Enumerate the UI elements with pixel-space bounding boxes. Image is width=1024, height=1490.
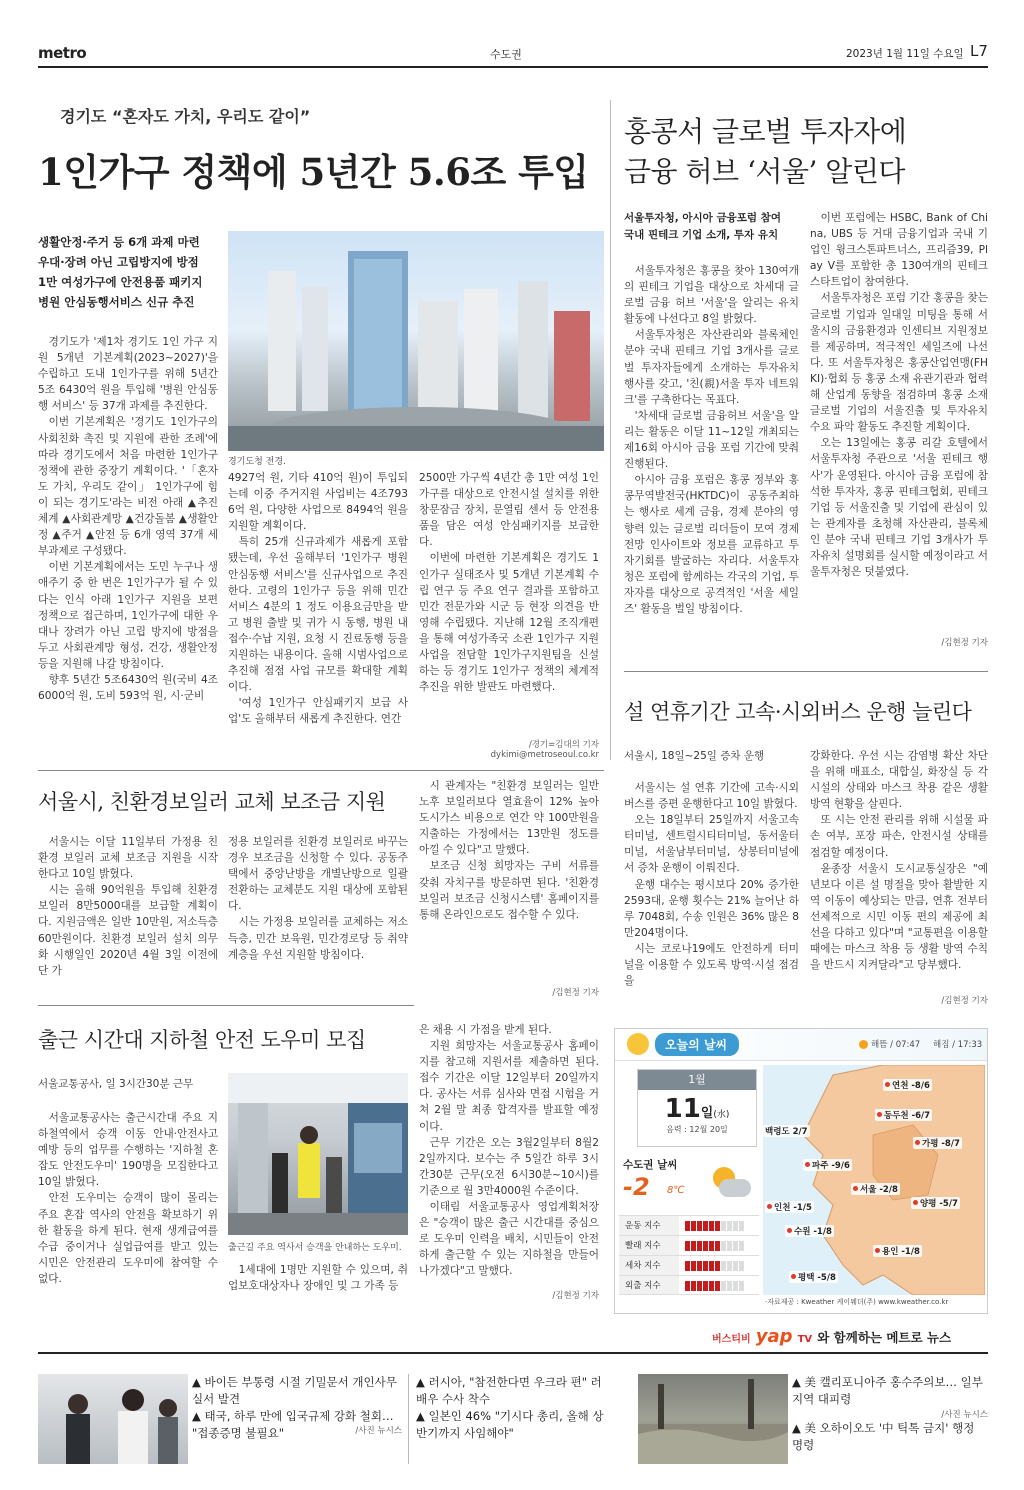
index-bar bbox=[679, 1216, 745, 1235]
news-photo-2 bbox=[638, 1374, 788, 1464]
region-label: 수도권 날씨 bbox=[623, 1159, 678, 1171]
paragraph: 이태림 서울교통공사 영업계획처장은 "승객이 많은 출근 시간대를 중심으로 도우미 인력을 배치, 시민들이 안전하게 출근할 수 있는 지하철을 만들어 나가겠다"고 말했다. bbox=[419, 1201, 599, 1278]
article-5-column-2-tail bbox=[228, 1262, 408, 1294]
index-bar-segment bbox=[739, 1281, 744, 1291]
subway-helper-photo bbox=[228, 1073, 408, 1235]
index-label: 운동 지수 bbox=[619, 1216, 679, 1235]
index-bar-segment bbox=[721, 1241, 726, 1251]
index-label: 세차 지수 bbox=[619, 1256, 679, 1275]
article-4-credit: /김현정 기자 bbox=[552, 988, 599, 998]
news-credit-1: /사진 뉴시스 bbox=[355, 1426, 402, 1436]
index-bar-segment bbox=[727, 1241, 732, 1251]
index-bar-segment bbox=[685, 1221, 690, 1231]
index-bar-segment bbox=[697, 1221, 702, 1231]
paragraph: 운행 대수는 평시보다 20% 증가한 2593대, 운행 횟수는 21% 늘어난 하루 7048회, 수송 인원은 36% 많은 8만204명이다. bbox=[624, 878, 799, 939]
temp-low: -2 bbox=[623, 1173, 650, 1201]
index-bar-segment bbox=[733, 1261, 738, 1271]
index-bar-segment bbox=[721, 1281, 726, 1291]
article-3-credit: /김현정 기자 bbox=[941, 996, 988, 1006]
section-rule bbox=[624, 671, 988, 672]
index-row bbox=[619, 1255, 759, 1275]
paragraph: 은 채용 시 가점을 받게 된다. bbox=[419, 1024, 552, 1036]
people-illustration bbox=[38, 1374, 188, 1464]
paragraph: 2500만 가구씩 4년간 총 1만 여성 1인가구를 대상으로 안전시설 설치를 위한 창문잠금 장치, 문열림 센서 등 안전용품을 담은 여성 안심패키지를 보급한다. bbox=[419, 472, 599, 549]
paragraph: 또 시는 안전 관리를 위해 시설물 파손 여부, 포장 파손, 안전시설 상태를 점검할 예정이다. bbox=[810, 814, 988, 859]
city-label: 인천 -1/5 bbox=[765, 1201, 814, 1213]
paragraph: 이번 포럼에는 HSBC, Bank of China, UBS 등 거대 금융기업과 국내 기업인 윙크스톤파트너스, 프리즘39, Play V를 포함한 총 130여개의 핀테크 스타트업이 참여한다. bbox=[810, 212, 988, 289]
map-land bbox=[763, 1065, 985, 1295]
paragraph: 이번에 마련한 기본계획은 경기도 1인가구 실태조사 및 5개년 기본계획 수립 연구 등 주요 연구 결과를 포함하고 민간 전문가와 시군 등 현장 의견을 반영해 수립됐다. 지난해 12월 조직개편을 통해 여성가족국 소관 1인가구 지원사업을 전담할 1인가구지원팀을 신설하는 등 경기도 1인가구 정책의 체계적 추진을 위한 발판도 마련했다. bbox=[419, 552, 599, 694]
index-bar-segment bbox=[727, 1281, 732, 1291]
article-1-kicker: 경기도 “혼자도 가치, 우리도 같이” bbox=[60, 107, 311, 126]
banner-title: 와 함께하는 메트로 뉴스 bbox=[817, 1330, 952, 1345]
paragraph: 지원 희망자는 서울교통공사 홈페이지를 참고해 지원서를 제출하면 된다. 접수 기간은 이달 12일부터 20일까지다. 공사는 서류 심사와 면접 시험을 거쳐 2월 말 최종 합격자를 발표할 예정이다. bbox=[419, 1040, 599, 1133]
paragraph: 시는 올해 90억원을 투입해 친환경 보일러 8만5000대를 보급할 계획이다. 지원금액은 일반 10만원, 저소득층 60만원이다. 친환경 보일러 설치 의무화 시행일인 2020년 4월 3일 이전에 단 가 bbox=[38, 884, 218, 977]
article-3-column-2 bbox=[810, 748, 988, 973]
index-bar-segment bbox=[709, 1241, 714, 1251]
city-label: 용인 -1/8 bbox=[873, 1245, 922, 1257]
section-rule bbox=[38, 1005, 414, 1006]
section-label: 수도권 bbox=[490, 48, 522, 61]
index-label: 외출 지수 bbox=[619, 1276, 679, 1294]
index-bar bbox=[679, 1236, 745, 1255]
city-label: 백령도 2/7 bbox=[765, 1127, 808, 1137]
paragraph: 서울시는 설 연휴 기간에 고속·시외버스를 증편 운행한다고 10일 밝혔다. bbox=[624, 782, 799, 811]
article-4-column-3 bbox=[419, 778, 599, 923]
subhead: 서울투자청, 아시아 금융포럼 참여 bbox=[624, 212, 781, 224]
paragraph: 오는 18일부터 25일까지 서울고속터미널, 센트럴시티터미널, 동서울터미널, 서울남부터미널, 상봉터미널에서 증차 운행이 이뤄진다. bbox=[624, 814, 799, 875]
index-bar-segment bbox=[709, 1221, 714, 1231]
date-card bbox=[637, 1069, 757, 1147]
flood-illustration bbox=[638, 1374, 788, 1464]
article-3-headline: 설 연휴기간 고속·시외버스 운행 늘린다 bbox=[624, 700, 972, 724]
article-5-credit: /김현정 기자 bbox=[552, 1291, 599, 1301]
index-bar-segment bbox=[691, 1281, 696, 1291]
news-item: ▲ 美 오하이오도 '中 틱톡 금지' 행정 명령 bbox=[792, 1421, 975, 1452]
paragraph: 경기도가 '제1차 경기도 1인 가구 지원 5개년 기본계획(2023~2027)'을 수립하고 도내 1인가구를 위해 5년간 5조 6430억 원을 투입해 '병원 안심동행 서비스' 등 37개 과제를 추진한다. bbox=[38, 336, 218, 413]
sun-icon bbox=[627, 1033, 649, 1055]
article-2-credit: /김현정 기자 bbox=[941, 638, 988, 648]
paragraph: '차세대 글로벌 금융허브 서울'을 알리는 활동은 이달 11~12일 개최되는 제16회 아시아 금융 포럼 기간에 맞춰 진행된다. bbox=[624, 409, 799, 471]
weather-indices bbox=[619, 1215, 759, 1295]
article-4-column-1 bbox=[38, 834, 218, 979]
index-bar-segment bbox=[727, 1221, 732, 1231]
city-label: 가평 -8/7 bbox=[913, 1137, 962, 1149]
paragraph: 시는 가정용 보일러를 교체하는 저소득층, 민간 보육원, 민간경로당 등 취약계층을 우선 지원할 방침이다. bbox=[228, 916, 408, 961]
small-sun-icon bbox=[859, 1040, 868, 1049]
news-column-2 bbox=[416, 1374, 612, 1442]
index-bar-segment bbox=[697, 1241, 702, 1251]
city-label: 연천 -8/6 bbox=[883, 1079, 932, 1091]
article-3-kicker: 서울시, 18일~25일 증차 운행 bbox=[624, 750, 765, 762]
index-bar-segment bbox=[709, 1261, 714, 1271]
article-5-column-1 bbox=[38, 1110, 218, 1287]
temp-high: 8℃ bbox=[667, 1185, 685, 1196]
article-1-column-3 bbox=[419, 470, 599, 695]
article-3-column-1 bbox=[624, 780, 799, 989]
subhead: 국내 핀테크 기업 소개, 투자 유치 bbox=[624, 229, 779, 241]
paragraph: 아시아 금융 포럼은 홍콩 정부와 홍콩무역발전국(HKTDC)이 공동주최하는 행사로 세계 금융, 경제 분야의 영향력 있는 글로벌 리더들이 모여 경제전망 인사이트와 정보를 교류하고 투자기회를 발굴하는 자리다. 서울투자청은 포럼에 함께하는 각국의 기업, 투자자를 대상으로 공격적인 '서울 세일즈' 활동을 벌일 방침이다. bbox=[624, 474, 799, 615]
index-bar-segment bbox=[691, 1241, 696, 1251]
article-1-column-2 bbox=[228, 470, 408, 728]
day-row bbox=[638, 1094, 756, 1124]
month-label: 1월 bbox=[638, 1070, 756, 1090]
article-1-credit: /경기=김대의 기자 dykimi@metroseoul.co.kr bbox=[490, 740, 599, 760]
weather-header bbox=[615, 1029, 987, 1061]
column-divider bbox=[408, 1374, 409, 1464]
news-credit-3: /사진 뉴시스 bbox=[941, 1410, 988, 1420]
index-bar-segment bbox=[739, 1241, 744, 1251]
paragraph: 1세대에 1명만 지원할 수 있으며, 취업보호대상자나 장애인 및 그 가족 등 bbox=[228, 1264, 408, 1293]
index-row bbox=[619, 1235, 759, 1255]
issue-date: 2023년 1월 11일 수요일 bbox=[846, 48, 964, 60]
index-bar-segment bbox=[727, 1261, 732, 1271]
index-bar-segment bbox=[685, 1261, 690, 1271]
index-bar-segment bbox=[715, 1221, 720, 1231]
news-photo-1 bbox=[38, 1374, 188, 1464]
city-label: 수원 -1/8 bbox=[785, 1225, 834, 1237]
paragraph: 이번 기본계획에서는 도민 누구나 생애주기 중 한 번은 1인가구가 될 수 있다는 인식 아래 1인가구 지원을 보편 정책으로 접근하며, 1인가구에 대한 우대나 장려가 아닌 고립 방지에 방점을 두고 사회관계망 형성, 건강, 생활안정 등을 지원해 나갈 방침이다. bbox=[38, 561, 218, 670]
index-bar-segment bbox=[703, 1241, 708, 1251]
news-column-1 bbox=[192, 1374, 402, 1442]
paragraph: 시는 코로나19에도 안전하게 터미널을 이용할 수 있도록 방역·시설 점검을 bbox=[624, 942, 799, 988]
article-2-column-1 bbox=[624, 263, 799, 617]
article-5-column-3 bbox=[419, 1022, 599, 1280]
masthead-rule bbox=[38, 66, 988, 68]
index-bar-segment bbox=[733, 1221, 738, 1231]
article-2-subheads bbox=[624, 210, 804, 244]
paragraph: 4927억 원, 기타 410억 원)이 투입되는데 이중 주거지원 사업비는 4조7936억 원, 다양한 사업으로 8494억 원을 지원할 계획이다. bbox=[228, 472, 408, 533]
article-4-headline: 서울시, 친환경보일러 교체 보조금 지원 bbox=[38, 790, 386, 814]
sunset-time: 해짐 / 17:33 bbox=[933, 1040, 983, 1050]
lunar-date: 음력 : 12월 20일 bbox=[666, 1125, 728, 1134]
paragraph: 서울시는 이달 11일부터 가정용 친환경 보일러 교체 보조금 지원을 시작한다고 10일 밝혔다. bbox=[38, 836, 218, 881]
article-2-column-2 bbox=[810, 210, 988, 580]
city-label: 서울 -2/8 bbox=[851, 1183, 900, 1195]
day-number: 11 bbox=[664, 1094, 701, 1124]
subhead: 1만 여성가구에 안전용품 패키지 bbox=[38, 275, 203, 289]
paragraph: 근무 기간은 오는 3월2일부터 8월22일까지다. 보수는 주 5일간 하루 3시간30분 근무(오전 6시30분~10시)를 기준으로 월 3만4000원 수준이다. bbox=[419, 1136, 599, 1197]
index-label: 빨래 지수 bbox=[619, 1236, 679, 1255]
article-4-column-2 bbox=[228, 834, 408, 963]
page-number: L7 bbox=[970, 42, 988, 60]
paragraph: 서울투자청은 홍콩을 찾아 130여개의 핀테크 기업을 대상으로 차세대 글로벌 금융 허브 '서울'을 알리는 유치활동에 나선다고 8일 밝혔다. bbox=[624, 265, 799, 326]
article-5-kicker: 서울교통공사, 일 3시간30분 근무 bbox=[38, 1078, 194, 1090]
building-illustration bbox=[228, 231, 604, 451]
article-1-photo-caption: 경기도청 전경. bbox=[228, 457, 286, 467]
paragraph: 이번 기본계획은 '경기도 1인가구의 사회친화 촉진 및 지원에 관한 조례'에 따라 경기도에서 처음 마련한 1인가구 정책에 관한 중장기 계획이다. '「혼자도 가치, 우리도 같이」 1인가구에 힘이 되는 경기도'라는 비전 아래 ▲추진 체계 ▲사회관계망 ▲건강돌봄 ▲생활안정 ▲주거 ▲안전 등 6개 영역 37개 세부과제로 구성됐다. bbox=[38, 416, 218, 558]
paragraph: 정용 보일러를 친환경 보일러로 바꾸는 경우 보조금을 신청할 수 있다. 공동주택에서 중앙난방을 개별난방으로 일괄 전환하는 교체분도 지원 대상에 포함된다. bbox=[228, 836, 408, 913]
weather-box bbox=[614, 1028, 988, 1314]
index-bar-segment bbox=[685, 1241, 690, 1251]
index-row bbox=[619, 1215, 759, 1235]
index-bar-segment bbox=[733, 1241, 738, 1251]
city-label: 양평 -5/7 bbox=[911, 1197, 960, 1209]
partly-cloudy-icon bbox=[709, 1167, 753, 1201]
index-bar-segment bbox=[721, 1221, 726, 1231]
day-unit: 일 bbox=[700, 1106, 714, 1121]
weather-source: ·자료제공 : Kweather 케이웨더(주) www.kweather.co.kr bbox=[765, 1298, 949, 1306]
yap-logo: yap bbox=[755, 1326, 793, 1347]
article-1-headline: 1인가구 정책에 5년간 5.6조 투입 bbox=[38, 150, 589, 194]
news-item: ▲ 태국, 하루 만에 입국규제 강화 철회… "접종증명 불필요" bbox=[192, 1409, 394, 1440]
index-bar-segment bbox=[739, 1221, 744, 1231]
article-2-headline-line-2: 금융 허브 ‘서울’ 알린다 bbox=[624, 155, 905, 188]
section-rule bbox=[38, 770, 604, 771]
paragraph: '여성 1인가구 안심패키지 보급 사업'도 올해부터 새롭게 추진한다. 연간 bbox=[228, 697, 408, 726]
article-2-headline-line-1: 홍콩서 글로벌 투자자에 bbox=[624, 115, 907, 148]
index-bar-segment bbox=[709, 1281, 714, 1291]
news-column-3 bbox=[792, 1374, 988, 1454]
paragraph: 서울교통공사는 출근시간대 주요 지하철역에서 승객 이동 안내·안전사고 예방 등의 업무를 수행하는 '지하철 혼잡도 안전도우미' 190명을 모집한다고 10일 밝혔다. bbox=[38, 1112, 218, 1189]
index-bar-segment bbox=[715, 1281, 720, 1291]
subhead: 병원 안심동행서비스 신규 추진 bbox=[38, 295, 195, 309]
news-item: ▲ 러시아, "참전한다면 우크라 편" 러 배우 수사 착수 bbox=[416, 1375, 602, 1406]
news-item: ▲ 일본인 46% "기시다 총리, 올해 상반기까지 사임해야" bbox=[416, 1409, 604, 1440]
city-label: 평택 -5/8 bbox=[789, 1271, 838, 1283]
index-row bbox=[619, 1275, 759, 1295]
column-divider bbox=[610, 100, 611, 760]
subway-illustration bbox=[228, 1073, 408, 1235]
index-bar-segment bbox=[691, 1261, 696, 1271]
weather-map bbox=[763, 1065, 985, 1295]
paragraph: 보조금 신청 희망자는 구비 서류를 갖춰 자치구를 방문하면 된다. '친환경 보일러 보조금 신청시스템' 홈페이지를 통해 온라인으로도 접수할 수 있다. bbox=[419, 860, 599, 921]
article-1-subheads bbox=[38, 232, 223, 312]
news-banner-title bbox=[712, 1326, 988, 1347]
bustv-label: 버스티비 bbox=[712, 1334, 751, 1345]
index-bar-segment bbox=[715, 1261, 720, 1271]
tv-label: TV bbox=[797, 1334, 813, 1345]
index-bar-segment bbox=[697, 1261, 702, 1271]
article-5-photo-caption: 출근길 주요 역사서 승객을 안내하는 도우미. bbox=[228, 1243, 402, 1253]
paragraph: 오는 13일에는 홍콩 리갈 호텔에서 서울투자청 주관으로 '서울 핀테크 행사'가 운영된다. 아시아 금융 포럼에 참석한 투자자, 홍콩 핀테크협회, 핀테크 기업 등 서울진출 및 기업에 관심이 있는 관계자를 초청해 자산관리, 블록체인 분야 국내 핀테크 기업 3개사가 투자유치 설명회를 실시할 예정이라고 서울투자청은 덧붙였다. bbox=[810, 437, 988, 579]
news-item: ▲ 美 캘리포니아주 홍수주의보… 일부 지역 대피령 bbox=[792, 1375, 983, 1406]
paragraph: 시 관계자는 "친환경 보일러는 일반 노후 보일러보다 열효율이 12% 높아 도시가스 비용으로 연간 약 100만원을 지출하는 가정에서는 13만원 정도를 아낄 수 있다"고 말했다. bbox=[419, 780, 599, 857]
paragraph: 서울투자청은 포럼 기간 홍콩을 찾는 글로벌 기업과 일대일 미팅을 통해 서울시의 금융환경과 인센티브 지원정보를 제공하며, 적극적인 세일즈에 나선다. 또 서울투자청은 홍콩산업연맹(FHKI)·협회 등 홍콩 소재 유관기관과 협력해 산업계 동향을 점검하며 홍콩 소재 글로벌 기업의 서울진출 및 투자유치 수요 파악 활동도 추진할 계획이다. bbox=[810, 292, 988, 434]
index-bar-segment bbox=[697, 1281, 702, 1291]
news-item: ▲ 바이든 부통령 시절 기밀문서 개인사무실서 발견 bbox=[192, 1375, 397, 1406]
paragraph: 서울투자청은 자산관리와 블록체인 분야 국내 핀테크 기업 3개사를 글로벌 투자자들에게 소개하는 투자유치 행사를 갖고, '친(親)서울 투자 네트워크'를 구축한다는 목표다. bbox=[624, 329, 799, 406]
paragraph: 윤종장 서울시 도시교통실장은 "예년보다 이른 설 명절을 맞아 활발한 지역 이동이 예상되는 만큼, 연휴 전부터 선제적으로 시민 이동 편의 제공에 최선을 다하고 있다"며 "교통편을 이용할 때에는 마스크 착용 등 생활 방역 수칙을 반드시 지켜달라"고 당부했다. bbox=[810, 862, 988, 972]
index-bar-segment bbox=[691, 1221, 696, 1231]
metro-logo: metro bbox=[38, 44, 87, 62]
paragraph: 강화한다. 우선 시는 감염병 확산 차단을 위해 매표소, 대합실, 화장실 등 각 시설의 상태와 마스크 착용 같은 생활 방역 현황을 살핀다. bbox=[810, 750, 988, 811]
index-bar-segment bbox=[721, 1261, 726, 1271]
index-bar-segment bbox=[739, 1261, 744, 1271]
paragraph: 특히 25개 신규과제가 새롭게 포함됐는데, 우선 올해부터 '1인가구 병원 안심동행 서비스'를 신규사업으로 추진한다. 고령의 1인가구 등을 위해 민간서비스 4분의 1 정도 이용요금만을 받고 병원 출발 및 귀가 시 동행, 병원 내 접수·수납 지원, 요청 시 진료동행 등을 지원하는 내용이다. 올해 시범사업으로 추진해 점점 사업 규모를 확대할 계획이다. bbox=[228, 536, 408, 694]
city-label: 동두천 -6/7 bbox=[875, 1109, 932, 1121]
news-banner-rule bbox=[38, 1352, 988, 1354]
article-1-column-1 bbox=[38, 334, 218, 704]
subhead: 생활안정·주거 등 6개 과제 마련 bbox=[38, 235, 200, 249]
sunrise-time: 해뜸 / 07:47 bbox=[871, 1040, 921, 1050]
weather-title: 오늘의 날씨 bbox=[655, 1033, 739, 1056]
weekday: (水) bbox=[713, 1110, 730, 1120]
index-bar-segment bbox=[733, 1281, 738, 1291]
index-bar-segment bbox=[703, 1281, 708, 1291]
masthead bbox=[38, 44, 988, 66]
paragraph: 안전 도우미는 승객이 많이 몰리는 주요 혼잡 역사의 안전을 확보하기 위한 활동을 하게 된다. 현재 생계급여를 수급 중이거나 실업급여를 받고 있는 시민은 안전관리 도우미에 참여할 수 없다. bbox=[38, 1192, 218, 1285]
index-bar bbox=[679, 1256, 745, 1275]
city-label: 파주 -9/6 bbox=[803, 1159, 852, 1171]
index-bar-segment bbox=[685, 1281, 690, 1291]
index-bar-segment bbox=[715, 1241, 720, 1251]
subhead: 우대·장려 아닌 고립방지에 방점 bbox=[38, 255, 199, 269]
article-5-headline: 출근 시간대 지하철 안전 도우미 모집 bbox=[38, 1028, 366, 1052]
gyeonggi-office-photo bbox=[228, 231, 604, 451]
index-bar bbox=[679, 1276, 745, 1294]
index-bar-segment bbox=[703, 1221, 708, 1231]
index-bar-segment bbox=[703, 1261, 708, 1271]
paragraph: 향후 5년간 5조6430억 원(국비 4조 6000억 원, 도비 593억 원, 시·군비 bbox=[38, 673, 218, 703]
